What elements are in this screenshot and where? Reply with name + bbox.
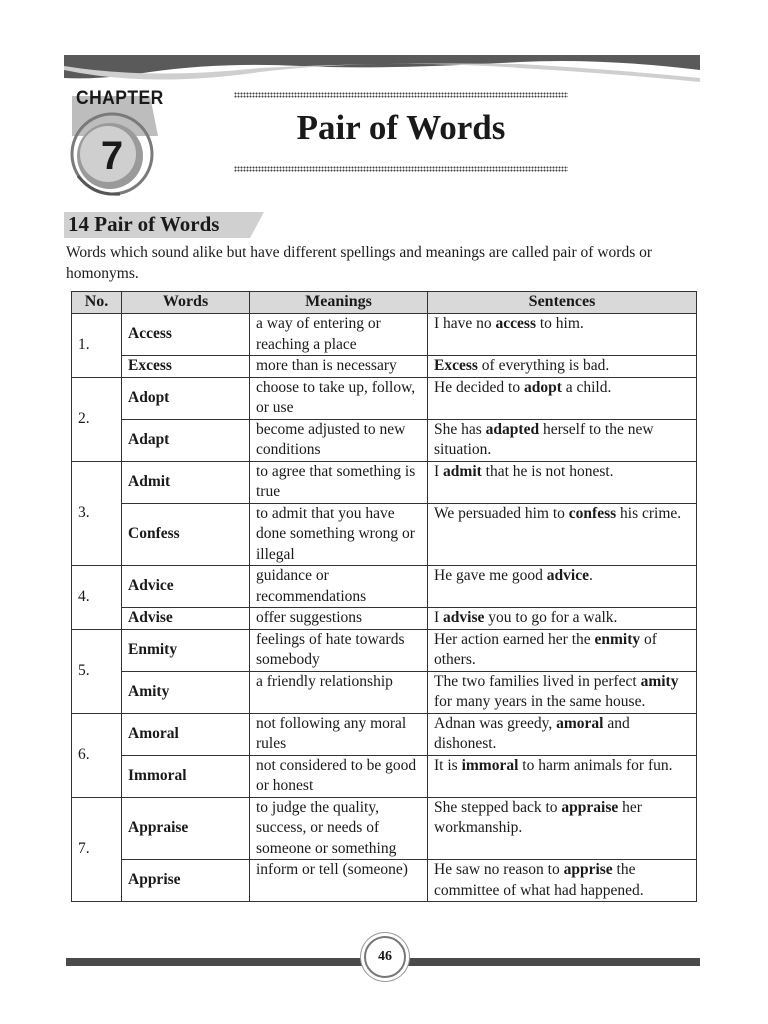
word-cell: Confess xyxy=(122,503,250,566)
sentence-text: We persuaded him to xyxy=(434,504,569,522)
word-cell: Amoral xyxy=(122,713,250,755)
word-cell: Excess xyxy=(122,356,250,378)
meaning-cell: a friendly relationship xyxy=(250,671,428,713)
word-cell: Advice xyxy=(122,566,250,608)
sentence-keyword: enmity xyxy=(594,630,641,648)
meaning-cell: to judge the quality, success, or needs of someone or something xyxy=(250,797,428,860)
sentence-cell xyxy=(428,419,697,461)
sentence-cell xyxy=(428,671,697,713)
meaning-cell: to agree that something is true xyxy=(250,461,428,503)
sentence-cell xyxy=(428,860,697,902)
sentence-text: for many years in the same house. xyxy=(434,693,646,710)
sentence-text: her workmanship. xyxy=(434,798,642,836)
sentence-text: of everything is bad. xyxy=(477,357,610,374)
sentence-text: Adnan was greedy, xyxy=(434,714,557,732)
sentence-cell xyxy=(428,629,697,671)
table-row xyxy=(72,566,697,608)
table-row xyxy=(72,755,697,797)
sentence-text: He decided to xyxy=(434,378,524,396)
title-dotted-rule-bottom xyxy=(234,166,568,172)
sentence-keyword: adapted xyxy=(485,420,540,438)
sentence-text: I have no xyxy=(434,315,496,332)
table-row xyxy=(72,608,697,630)
sentence-text: that he is not honest. xyxy=(481,462,614,480)
sentence-text: She stepped back to xyxy=(434,798,562,816)
sentence-text: herself to the new situation. xyxy=(434,420,654,458)
row-number: 2. xyxy=(72,377,122,461)
table-row xyxy=(72,797,697,860)
sentence-text: He saw no reason to xyxy=(434,861,564,878)
word-cell: Access xyxy=(122,314,250,356)
sentence-text: The two families lived in perfect xyxy=(434,672,641,690)
row-number: 3. xyxy=(72,461,122,566)
sentence-text: you to go for a walk. xyxy=(484,609,618,626)
sentence-text: of others. xyxy=(434,630,657,668)
sentence-text: Her action earned her the xyxy=(434,630,595,648)
sentence-text: I xyxy=(434,609,444,626)
meaning-cell: to admit that you have done something wrong or illegal xyxy=(250,503,428,566)
section-heading: 14 Pair of Words xyxy=(68,212,220,236)
sentence-keyword: apprise xyxy=(563,861,613,878)
sentence-keyword: Excess xyxy=(434,357,478,374)
table-row xyxy=(72,671,697,713)
sentence-text: It is xyxy=(434,756,462,774)
row-number: 7. xyxy=(72,797,122,902)
header-no: No. xyxy=(72,292,122,314)
table-row xyxy=(72,629,697,671)
meaning-cell: feelings of hate towards somebody xyxy=(250,629,428,671)
row-number: 6. xyxy=(72,713,122,797)
meaning-cell: become adjusted to new conditions xyxy=(250,419,428,461)
intro-paragraph: Words which sound alike but have different spellings and meanings are called pair of words or homonyms. xyxy=(66,244,653,282)
table-row xyxy=(72,503,697,566)
sentence-text: I xyxy=(434,462,444,480)
sentence-text: . xyxy=(588,567,593,584)
sentence-keyword: admit xyxy=(443,462,482,480)
chapter-label: CHAPTER xyxy=(76,88,164,109)
title-dotted-rule-top xyxy=(234,92,568,98)
sentence-cell xyxy=(428,755,697,797)
sentence-keyword: amity xyxy=(640,672,679,690)
sentence-text: a child. xyxy=(561,378,612,396)
sentence-text: his crime. xyxy=(616,504,682,522)
word-cell: Admit xyxy=(122,461,250,503)
table-row xyxy=(72,713,697,755)
sentence-keyword: access xyxy=(495,315,536,332)
page-number: 46 xyxy=(378,949,392,964)
word-cell: Amity xyxy=(122,671,250,713)
sentence-keyword: appraise xyxy=(561,798,619,816)
row-number: 5. xyxy=(72,629,122,713)
meaning-cell: a way of entering or reaching a place xyxy=(250,314,428,356)
sentence-text: to him. xyxy=(536,315,584,332)
chapter-number: 7 xyxy=(100,134,124,178)
sentence-cell xyxy=(428,377,697,419)
pair-of-words-table xyxy=(71,291,697,902)
table-row xyxy=(72,377,697,419)
page-title: Pair of Words xyxy=(296,108,506,147)
sentence-keyword: adopt xyxy=(523,378,562,396)
sentence-keyword: confess xyxy=(568,504,617,522)
sentence-cell xyxy=(428,461,697,503)
sentence-keyword: immoral xyxy=(461,756,519,774)
header-meanings: Meanings xyxy=(250,292,428,314)
word-cell: Immoral xyxy=(122,755,250,797)
word-cell: Appraise xyxy=(122,797,250,860)
sentence-cell xyxy=(428,356,697,378)
sentence-text: He gave me good xyxy=(434,567,547,584)
sentence-keyword: advice xyxy=(546,567,589,584)
sentence-text: the committee of what had happened. xyxy=(434,861,644,899)
sentence-cell xyxy=(428,797,697,860)
sentence-cell xyxy=(428,566,697,608)
sentence-text: She has xyxy=(434,420,486,438)
word-cell: Adopt xyxy=(122,377,250,419)
word-cell: Adapt xyxy=(122,419,250,461)
header-sentences: Sentences xyxy=(428,292,697,314)
header-words: Words xyxy=(122,292,250,314)
table-row xyxy=(72,860,697,902)
table-row xyxy=(72,419,697,461)
meaning-cell: not following any moral rules xyxy=(250,713,428,755)
row-number: 1. xyxy=(72,314,122,378)
top-decorative-band xyxy=(0,0,768,100)
table-row xyxy=(72,461,697,503)
sentence-text: to harm animals for fun. xyxy=(518,756,673,774)
meaning-cell: more than is necessary xyxy=(250,356,428,378)
sentence-keyword: amoral xyxy=(556,714,604,732)
sentence-cell xyxy=(428,608,697,630)
row-number: 4. xyxy=(72,566,122,630)
sentence-keyword: advise xyxy=(443,609,485,626)
table-row xyxy=(72,314,697,356)
table-row xyxy=(72,356,697,378)
meaning-cell: inform or tell (someone) xyxy=(250,860,428,902)
sentence-cell xyxy=(428,503,697,566)
meaning-cell: not considered to be good or honest xyxy=(250,755,428,797)
word-cell: Advise xyxy=(122,608,250,630)
table-header-row xyxy=(72,292,697,314)
meaning-cell: choose to take up, follow, or use xyxy=(250,377,428,419)
meaning-cell: guidance or recommendations xyxy=(250,566,428,608)
sentence-cell xyxy=(428,314,697,356)
sentence-cell xyxy=(428,713,697,755)
word-cell: Apprise xyxy=(122,860,250,902)
meaning-cell: offer suggestions xyxy=(250,608,428,630)
word-cell: Enmity xyxy=(122,629,250,671)
sentence-text: and dishonest. xyxy=(434,714,630,752)
